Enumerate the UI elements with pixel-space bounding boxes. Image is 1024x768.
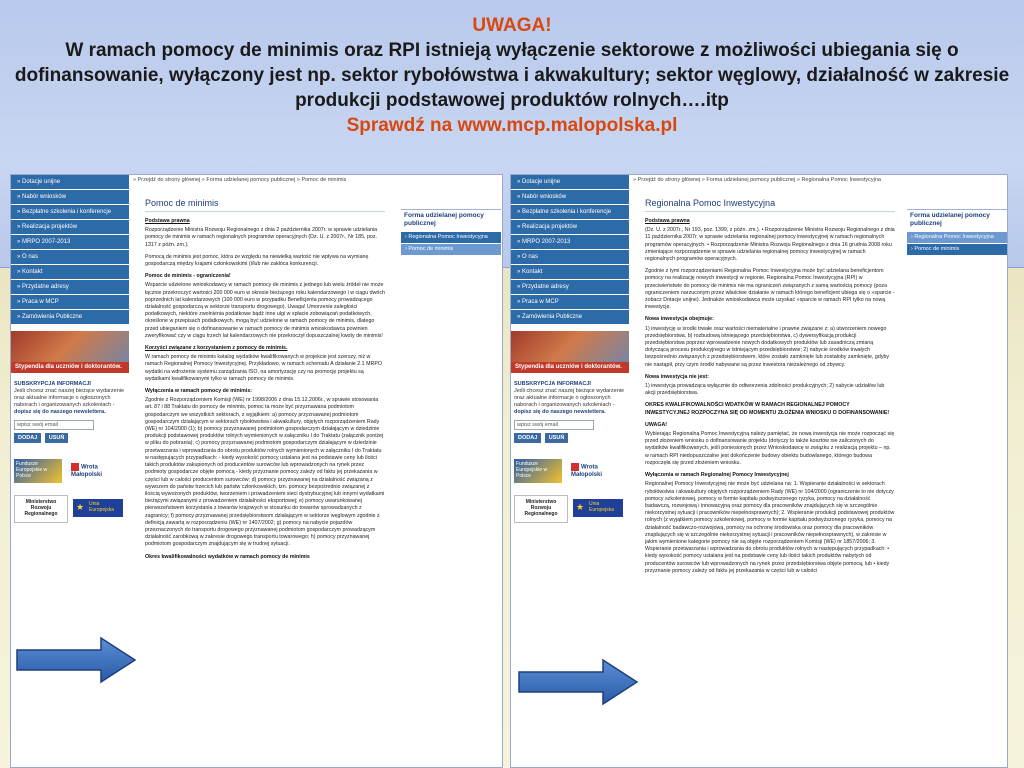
aid-form-title: Forma udzielanej pomocy publicznej	[404, 212, 484, 227]
aid-form-title: Forma udzielanej pomocy publicznej	[910, 212, 990, 227]
content-section	[145, 273, 385, 340]
section-text: Regionalnej Pomocy Inwestycyjnej nie może być udzielana na: 1. Wspieranie działalności w sektorach rybołówstwa i akwakultury objętych rozporządzeniem Rady (WE) nr 104/2000 (ograniczenie to nie dotyczy pomocy szkoleniowej, pomocy w formie kapitału podwyższonego ryzyka, pomocy na działalność badawczą, rozwojową i innowacyjną oraz pomocy dla pracowników znajdujących się w szczególnie niekorzystnej sytuacji i pracowników niepełnosprawnych); 2. Wspieranie produkcji podstawowej produktów rolnych (z wyjątkiem pomocy szkoleniowej, pomocy w formie kapitału podwyższonego ryzyka, pomocy na działalność badawczo-rozwojową, pomocy na ochronę środowiska oraz pomocy dla pracowników znajdujących się w szczególnie niekorzystnej sytuacji i pracowników niepełnosprawnych), w zakresie w jakim wymienione kategorie pomocy nie są objęte rozporządzeniem Komisji (WE) nr 1857/2006; 3. Wspieranie przetwarzania i wprowadzania do obrotu produktów rolnych w następujących przypadkach: • kiedy wysokość pomocy ustalana jest na podstawie ceny lub ilości takich produktów nabytych od producentów surowców lub wprowadzonych na rynek przez przedsiębiorstwa objęte pomocą, lub • kiedy przyznanie pomocy zależy od faktu jej przekazania w części lub w całości	[645, 481, 895, 574]
ministerstwo-logo[interactable]: Ministerstwo Rozwoju Regionalnego	[514, 495, 568, 523]
section-heading: Podstawa prawna	[645, 218, 690, 224]
content-section	[645, 268, 895, 311]
arrow-right-icon	[15, 635, 139, 685]
subscription-buttons	[514, 433, 626, 443]
section-text: (Dz. U. z 2007r., Nr 193, poz. 1399, z późn. zm.). • Rozporządzenie Ministra Rozwoju Regionalnego z dnia 11 października 2007r. w sprawie udzielania regionalnej pomocy inwestycyjnej w ramach regionalnych programów operacyjnych. • Rozporządzenie Ministra Rozwoju Regionalnego z dnia 16 grudnia 2008 roku zmieniające rozporządzenie w sprawie udzielania regionalnej pomocy inwestycyjnej w ramach regionalnych programów operacyjnych.	[645, 227, 895, 263]
subscription-title: SUBSKRYPCJA INFORMACJI	[14, 381, 91, 387]
sidebar-item-6[interactable]: » O nas	[11, 250, 129, 265]
content-section	[645, 218, 895, 263]
main-content	[645, 197, 895, 580]
content-section	[645, 472, 895, 575]
logo-row-1	[11, 459, 129, 483]
content-sections	[645, 218, 895, 575]
stipend-banner[interactable]	[511, 331, 629, 373]
content-sections	[145, 218, 385, 561]
sidebar-item-9[interactable]: » Praca w MCP	[11, 295, 129, 310]
section-heading: Wyłączenia w ramach Regionalnej Pomocy Inwestycyjnej	[645, 472, 789, 479]
content-section	[145, 554, 385, 561]
fundusze-europejskie-logo[interactable]: Fundusze Europejskie w Polsce	[514, 459, 562, 483]
headline-uwaga: UWAGA!	[472, 15, 552, 36]
subscription-bold: dopisz się do naszego newslettera.	[514, 409, 606, 415]
sidebar-item-2[interactable]: » Nabór wniosków	[511, 190, 629, 205]
section-heading: Wyłączenia w ramach pomocy de minimis:	[145, 388, 253, 395]
subscription-email-input[interactable]: wpisz swój email	[514, 420, 594, 430]
sidebar-item-3[interactable]: » Bezpłatne szkolenia i konferencje	[511, 205, 629, 220]
sidebar-item-9[interactable]: » Praca w MCP	[511, 295, 629, 310]
logo-row-2	[11, 495, 129, 523]
subscribe-add-button[interactable]: DODAJ	[14, 433, 41, 443]
page-title: Pomoc de minimis	[145, 197, 385, 212]
section-heading: Okres kwalifikowalności wydatków w ramach pomocy de minimis	[145, 553, 310, 560]
sidebar-item-10[interactable]: » Zamówienia Publiczne	[11, 310, 129, 325]
subscription-title: SUBSKRYPCJA INFORMACJI	[514, 381, 591, 387]
headline-body: W ramach pomocy de minimis oraz RPI istnieją wyłączenie sektorowe z możliwości ubiegania się o dofinansowanie, wyłączony jest np. sektor rybołówstwa i akwakultury; sektor węglowy, działalność w zakresie produkcji podstawowej produktów rolnych….itp	[14, 40, 1010, 111]
sidebar-item-6[interactable]: » O nas	[511, 250, 629, 265]
stipend-banner-caption: Stypendia dla uczniów i doktorantów.	[11, 362, 129, 373]
screenshot-rpi	[510, 174, 1008, 768]
ministerstwo-logo[interactable]: Ministerstwo Rozwoju Regionalnego	[14, 495, 68, 523]
sidebar-item-1[interactable]: » Dotacje unijne	[511, 175, 629, 190]
section-text: 1) inwestycja prowadząca wyłącznie do odtworzenia zdolności produkcyjnych; 2) nabycie udziałów lub akcji przedsiębiorstwa.	[645, 383, 885, 397]
wrota-malopolski-logo[interactable]: Wrota Małopolski	[571, 463, 629, 479]
page-title: Regionalna Pomoc Inwestycyjna	[645, 197, 895, 212]
sidebar-item-1[interactable]: » Dotacje unijne	[11, 175, 129, 190]
aid-form-item-1[interactable]: › Regionalna Pomoc Inwestycyjna	[401, 232, 501, 244]
subscription-text	[14, 388, 126, 416]
breadcrumb[interactable]: » Przejdź do strony głównej » Forma udzielanej pomocy publicznej » Regionalna Pomoc Inwestycyjna	[633, 177, 881, 183]
logo-row-2	[511, 495, 629, 523]
subscribe-add-button[interactable]: DODAJ	[514, 433, 541, 443]
sidebar-item-7[interactable]: » Kontakt	[511, 265, 629, 280]
content-section	[145, 218, 385, 249]
content-section	[145, 345, 385, 383]
section-heading: Korzyści związane z korzystaniem z pomocy de minimis.	[145, 345, 288, 352]
logo-row-1	[511, 459, 629, 483]
section-heading: Nowa inwestycja nie jest:	[645, 373, 709, 380]
breadcrumb[interactable]: » Przejdź do strony głównej » Forma udzielanej pomocy publicznej » Pomoc de minimis	[133, 177, 347, 183]
headline	[0, 14, 1024, 139]
aid-form-item-2[interactable]: › Pomoc de minimis	[401, 244, 501, 256]
section-text: Rozporządzenie Ministra Rozwoju Regionalnego z dnia 2 października 2007r. w sprawie udzielania pomocy de minimis w ramach regionalnych programów operacyjnych (Dz. U. z 2007r., Nr 185, poz. 1317 z późn. zm.).	[145, 227, 378, 248]
subscription-box	[11, 381, 129, 443]
aid-form-items	[401, 232, 501, 256]
subscription-buttons	[14, 433, 126, 443]
content-section	[645, 402, 895, 416]
fundusze-europejskie-logo[interactable]: Fundusze Europejskie w Polsce	[14, 459, 62, 483]
sidebar-item-8[interactable]: » Przydatne adresy	[11, 280, 129, 295]
section-heading: Podstawa prawna	[145, 218, 190, 224]
section-text: Wsparcie udzielone wnioskodawcy w ramach pomocy de minimis z jednego lub wielu źródeł nie może łącznie przekroczyć wartości 200 000 euro w okresie bieżącego roku kalendarzowego i w ciągu dwóch poprzednich lat kalendarzowych (100 000 euro w przypadku Beneficjenta pomocy prowadzącego działalność gospodarczą w sektorze transportu drogowego). Uwaga! Umorzenie zaległości podatkowych, niektóre zwolnienia podatkowe bądź inne ulgi w spłacie zobowiązań podatkowych, określone w przepisach podatkowych, mogą być udzielone w ramach pomocy de minimis, dlatego przed ubieganiem się o dofinansowanie w ramach pomocy de minimis wnioskodawca powinien zweryfikować czy w ciągu trzech lat kalendarzowych nie przekroczył dopuszczalnej kwoty de minimis!	[145, 282, 385, 339]
subscription-bold: dopisz się do naszego newslettera.	[14, 409, 106, 415]
wrota-malopolski-logo[interactable]: Wrota Małopolski	[71, 463, 129, 479]
subscription-email-input[interactable]: wpisz swój email	[14, 420, 94, 430]
aid-form-items	[907, 232, 1007, 256]
aid-form-item-1[interactable]: › Regionalna Pomoc Inwestycyjna	[907, 232, 1007, 244]
subscription-desc: Jeśli chcesz znać naszej bieżące wydarzenie oraz aktualne informacje o ogłoszonych naborach i organizowanych szkoleniach -	[514, 388, 625, 408]
content-section	[145, 388, 385, 548]
subscription-desc: Jeśli chcesz znać naszej bieżące wydarzenie oraz aktualne informacje o ogłoszonych naborach i organizowanych szkoleniach -	[14, 388, 125, 408]
content-section	[645, 374, 895, 398]
sidebar-item-4[interactable]: » Realizacja projektów	[11, 220, 129, 235]
aid-form-box	[907, 209, 1007, 256]
aid-form-item-2[interactable]: › Pomoc de minimis	[907, 244, 1007, 256]
unia-europejska-logo[interactable]: ★ Unia Europejska	[73, 499, 123, 517]
section-text: W ramach pomocy de minimis katalog wydatków kwalifikowanych w projekcie jest szerszy, niż w ramach Regionalnej Pomocy Inwestycyjnej. Przykładowo, w ramach schematu A działanie 2.1 MRPO wydatki na wdrożenie systemu zarządzania ISO, na amortyzację czy na promocję projektu są wydatkami kwalifikowanymi tylko w ramach pomocy de minimis.	[145, 354, 382, 382]
content-section	[645, 316, 895, 368]
sidebar-item-5[interactable]: » MRPO 2007-2013	[511, 235, 629, 250]
sidebar-nav	[511, 175, 629, 325]
arrow-right-icon	[517, 657, 641, 707]
section-text: Zgodnie z tymi rozporządzeniami Regionalna Pomoc Inwestycyjna może być udzielana beneficjentom pomocy na realizację nowych inwestycji w regionie. Regionalna Pomoc Inwestycyjna (RPI) w przeciwieństwie do pomocy de minimis nie ma ograniczeń związanych z samą wartością pomocy (poza ograniczeniem narzuconym przez właściwe działanie w ramach którego beneficjent ubiega się o »sparcie - zobacz Dotacje unijne). Jednakże wnioskodawca może uzyskać »sparcie w ramach RPI tylko na nową inwestycję.	[645, 268, 895, 311]
sidebar-item-5[interactable]: » MRPO 2007-2013	[11, 235, 129, 250]
stipend-banner[interactable]	[11, 331, 129, 373]
aid-form-box	[401, 209, 501, 256]
section-text: 1) inwestycję w środki trwałe oraz wartości niematerialne i prawne związane z: a) utworzeniem nowego przedsiębiorstwa, b) rozbudową istniejącego przedsiębiorstwa, c) dywersyfikacją produkcji przedsiębiorstwa poprzez wprowadzenie nowych dodatkowych produktów lub zasadniczą zmianą dotyczącą procesu produkcyjnego w istniejącym przedsiębiorstwie; 2) nabycie środków trwałych bezpośrednio związanych z przedsiębiorstwem, które zostało zamknięte lub zostałoby zamknięte, gdyby nie nastąpił, przy czym środki nabywane są przez inwestora niezależnego od zbywcy.	[645, 325, 890, 368]
section-text: Wybierając Regionalną Pomoc Inwestycyjną należy pamiętać, że nowa inwestycja nie może rozpocząć się przed złożeniem wniosku o dofinansowanie projektu (dotyczy to także kosztów nie zaliczonych do wydatków kwalifikowanych, jeśli poniesionych przez Wnioskodawcę w związku z realizacją projektu – np. w ramach RPI niedopuszczalne jest dokończenie budowy obiektu budowlanego, którego budowa rozpoczęła się przed złożeniem wniosku.	[645, 431, 895, 466]
sidebar-item-8[interactable]: » Przydatne adresy	[511, 280, 629, 295]
unia-europejska-logo[interactable]: ★ Unia Europejska	[573, 499, 623, 517]
sidebar-item-3[interactable]: » Bezpłatne szkolenia i konferencje	[11, 205, 129, 220]
subscribe-remove-button[interactable]: USUŃ	[545, 433, 569, 443]
section-heading: Nowa inwestycja obejmuje:	[645, 316, 714, 323]
subscribe-remove-button[interactable]: USUŃ	[45, 433, 69, 443]
section-heading: UWAGA!	[645, 421, 668, 428]
section-text: Pomocą de minimis jest pomoc, która ze względu na niewielką wartość nie wpływa na wymianę gospodarczą między krajami członkowskimi (i/lub nie zakłóca konkurencji.	[145, 253, 369, 268]
content-section	[645, 422, 895, 467]
main-content	[145, 197, 385, 566]
stipend-banner-caption: Stypendia dla uczniów i doktorantów.	[511, 362, 629, 373]
screenshot-de-minimis	[10, 174, 503, 768]
section-heading: Pomoc de minimis - ograniczenia!	[145, 273, 231, 280]
subscription-text	[514, 388, 626, 416]
sidebar-item-10[interactable]: » Zamówienia Publiczne	[511, 310, 629, 325]
sidebar-nav	[11, 175, 129, 325]
section-heading: OKRES KWALIFIKOWALNOŚCI WDATKÓW W RAMACH REGIONALNEJ POMOCY INWESTYCYJNEJ ROZPOCZYNA SIĘ OD MOMENTU ZŁOŻENIA WNIOSKU O DOFINANSOWANIE!	[645, 402, 890, 416]
section-text: Zgodnie z Rozporządzeniem Komisji (WE) nr 1998/2006 z dnia 15.12.2006r., w sprawie stosowania art. 87 i 88 Traktatu do pomocy de minimis, pomoc ta może być przyznawana podmiotom gospodarczym we wszystkich sektorach, z wyjątkiem: a) pomocy przyznawanej podmiotom gospodarczym działającym w sektorach rybołówstwa i akwakultury, objętych rozporządzeniem Rady (WE) nr 104/2000 (1); b) pomocy przyznawanej podmiotom gospodarczym działającym w dziedzinie produkcji podstawowej produktów rolnych wymienionych w załączniku I do Traktatu (załącznik poniżej w pliku do pobrania); c) pomocy przyznawanej podmiotom gospodarczym działającym w dziedzinie przetwarzania i wprowadzania do obrotu produktów rolnych wymienionych w załączniku I do Traktatu w następujących przypadkach: - kiedy wysokość pomocy ustalana jest na podstawie ceny lub ilości takich produktów zakupionych od producentów surowców lub wprowadzonych na rynek przez podmioty gospodarcze objęte pomocą - kiedy przyznanie pomocy zależy od faktu jej przekazania w części lub w całości producentom surowców; d) pomocy przyznawanej na działalność związaną z wywozem do państw trzecich lub państw członkowskich, tzn. pomocy bezpośrednio związanej z ilością wywożonych produktów, tworzeniem i prowadzeniem sieci dystrybucyjnej lub innymi wydatkami bieżącymi związanymi z prowadzeniem działalności eksportowej; e) pomocy uwarunkowanej pierwszeństwem korzystania z towarów krajowych w stosunku do towarów sprowadzanych z zagranicy; f) pomocy przyznawanej przedsiębiorstwom działającym w sektorze węglowym zgodnie z definicją zawartą w rozporządzeniu (WE) nr 1407/2002; g) pomocy na nabycie pojazdów przeznaczonych do transportu drogowego przyznawanej podmiotom gospodarczym prowadzącym działalność zarobkową w zakresie drogowego transportu towarowego; h) pomocy przyznawanej podmiotom gospodarczym znajdującym się w trudnej sytuacji.	[145, 397, 385, 548]
sidebar-item-4[interactable]: » Realizacja projektów	[511, 220, 629, 235]
headline-check-link[interactable]: Sprawdź na www.mcp.malopolska.pl	[346, 115, 678, 136]
sidebar-item-2[interactable]: » Nabór wniosków	[11, 190, 129, 205]
content-section	[145, 254, 385, 268]
subscription-box	[511, 381, 629, 443]
sidebar-item-7[interactable]: » Kontakt	[11, 265, 129, 280]
